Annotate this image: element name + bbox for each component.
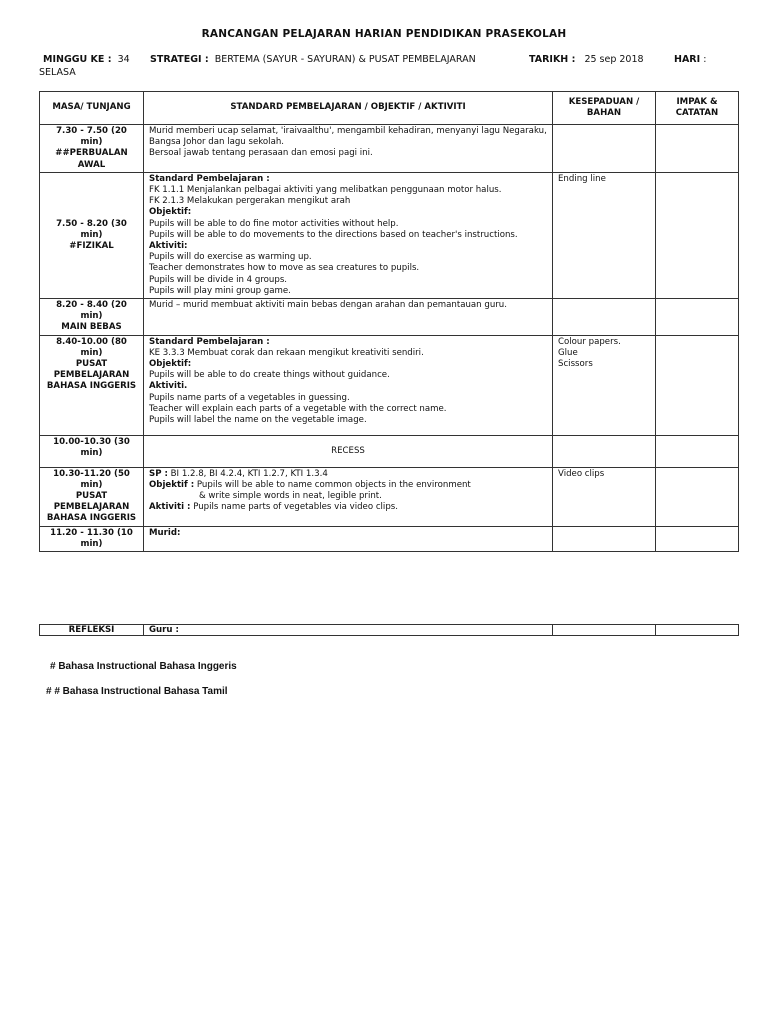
catatan-cell	[656, 526, 739, 551]
bahan-item: Colour papers.	[558, 336, 621, 347]
time-cell	[40, 172, 144, 298]
aktiviti-line: Pupils name parts of a vegetables in guessing.	[149, 392, 350, 403]
table-row	[40, 172, 739, 298]
table-row	[40, 335, 739, 435]
document-title: RANCANGAN PELAJARAN HARIAN PENDIDIKAN PRASEKOLAH	[201, 28, 567, 40]
minggu-field	[43, 53, 130, 67]
activity-cell	[144, 125, 553, 173]
table-header-row	[40, 92, 739, 125]
time-slot: 8.40-10.00 (80 min)	[56, 336, 127, 358]
objektif-label: Objektif:	[149, 207, 192, 218]
time-slot: 10.30-11.20 (50 min)	[53, 468, 130, 490]
guru-label: Guru :	[144, 625, 553, 636]
table-row	[40, 435, 739, 467]
objektif-line: Pupils will be able to do movements to the directions based on teacher's instructions.	[149, 229, 518, 240]
bahan-cell	[553, 299, 656, 336]
aktiviti-line: Pupils will be divide in 4 groups.	[149, 274, 288, 285]
minggu-label: MINGGU KE :	[43, 54, 112, 65]
column-header: IMPAK & CATATAN	[656, 92, 739, 125]
objektif-line: Pupils will be able to do fine motor activities without help.	[149, 218, 399, 229]
column-header: STANDARD PEMBELAJARAN / OBJEKTIF / AKTIVITI	[144, 92, 553, 125]
tarikh-label: TARIKH :	[529, 54, 576, 65]
time-slot: 11.20 - 11.30 (10 min)	[50, 527, 133, 549]
activity-cell	[144, 299, 553, 336]
time-slot: 8.20 - 8.40 (20 min)	[56, 300, 127, 322]
activity-line: Bersoal jawab tentang perasaan dan emosi pagi ini.	[149, 148, 373, 159]
tunjang-label: PUSAT PEMBELAJARAN BAHASA INGGERIS	[46, 359, 137, 392]
sp-line	[149, 469, 547, 480]
catatan-cell	[656, 125, 739, 173]
table-row	[40, 526, 739, 551]
objektif-label: Objektif:	[149, 359, 192, 370]
sp-line: KE 3.3.3 Membuat corak dan rekaan mengikut kreativiti sendiri.	[149, 347, 424, 358]
time-slot: 7.30 - 7.50 (20 min)	[56, 126, 127, 148]
sp-text: BI 1.2.8, BI 4.2.4, KTI 1.2.7, KTI 1.3.4	[170, 468, 328, 479]
refleksi-table	[39, 624, 739, 636]
bahan-item: Scissors	[558, 359, 593, 370]
sp-label: Standard Pembelajaran :	[149, 173, 270, 184]
bahan-cell	[553, 335, 656, 435]
bahan-item: Ending line	[558, 173, 606, 184]
bahan-cell	[553, 172, 656, 298]
sp-line: FK 2.1.3 Melakukan pergerakan mengikut arah	[149, 196, 351, 207]
time-slot: 10.00-10.30 (30 min)	[53, 436, 130, 458]
minggu-value: 34	[117, 54, 130, 65]
activity-cell	[144, 172, 553, 298]
objektif-line: Pupils will be able to do create things without guidance.	[149, 370, 390, 381]
murid-label: Murid:	[149, 527, 181, 538]
bahan-item: Video clips	[558, 468, 605, 479]
aktiviti-line: Teacher will explain each parts of a vegetable with the correct name.	[149, 403, 447, 414]
activity-cell	[144, 526, 553, 551]
refleksi-empty-cell	[656, 625, 739, 636]
refleksi-label: REFLEKSI	[40, 625, 144, 636]
tunjang-label: MAIN BEBAS	[61, 322, 122, 333]
hari-colon: :	[703, 54, 707, 65]
recess-label: RECESS	[331, 445, 365, 456]
activity-cell	[144, 335, 553, 435]
strategi-label: STRATEGI :	[150, 54, 209, 65]
objektif-line: & write simple words in neat, legible print.	[199, 491, 382, 502]
objektif-text: Pupils will be able to name common objects in the environment	[196, 479, 471, 490]
catatan-cell	[656, 299, 739, 336]
aktiviti-line	[149, 502, 547, 513]
aktiviti-text: Pupils name parts of vegetables via video clips.	[193, 502, 398, 513]
tarikh-value: 25 sep 2018	[584, 54, 644, 65]
activity-line: Murid – murid membuat aktiviti main bebas dengan arahan dan pemantauan guru.	[149, 300, 507, 311]
table-row	[40, 125, 739, 173]
bahan-cell	[553, 125, 656, 173]
catatan-cell	[656, 467, 739, 526]
column-header: MASA/ TUNJANG	[40, 92, 144, 125]
time-cell	[40, 435, 144, 467]
column-header: KESEPADUAN / BAHAN	[553, 92, 656, 125]
table-row	[40, 467, 739, 526]
tarikh-field	[529, 53, 644, 67]
time-cell	[40, 335, 144, 435]
aktiviti-line: Pupils will label the name on the vegetable image.	[149, 415, 367, 426]
time-cell	[40, 467, 144, 526]
hari-field	[674, 53, 706, 67]
lesson-plan-table	[39, 91, 739, 552]
catatan-cell	[656, 435, 739, 467]
tunjang-label: PUSAT PEMBELAJARAN BAHASA INGGERIS	[46, 491, 137, 524]
aktiviti-line: Pupils will do exercise as warming up.	[149, 252, 312, 263]
tunjang-label: ##PERBUALAN AWAL	[55, 148, 128, 170]
refleksi-row	[40, 625, 739, 636]
time-cell	[40, 299, 144, 336]
bahan-cell	[553, 526, 656, 551]
tunjang-label: #FIZIKAL	[69, 241, 114, 252]
aktiviti-label: Aktiviti :	[149, 502, 191, 513]
activity-line: Murid memberi ucap selamat, 'iraivaalthu', mengambil kehadiran, menyanyi lagu Negaraku, Bangsa Johor dan lagu sekolah.	[149, 126, 547, 148]
recess-cell	[144, 435, 553, 467]
footnote-english: # Bahasa Instructional Bahasa Inggeris	[50, 661, 237, 672]
catatan-cell	[656, 335, 739, 435]
sp-label: SP :	[149, 468, 168, 479]
activity-cell	[144, 467, 553, 526]
refleksi-empty-cell	[553, 625, 656, 636]
objektif-line	[149, 480, 547, 491]
sp-line: FK 1.1.1 Menjalankan pelbagai aktiviti yang melibatkan penggunaan motor halus.	[149, 185, 502, 196]
aktiviti-line: Pupils will play mini group game.	[149, 285, 291, 296]
footnote-tamil: # # Bahasa Instructional Bahasa Tamil	[46, 686, 228, 697]
catatan-cell	[656, 172, 739, 298]
sp-label: Standard Pembelajaran :	[149, 336, 270, 347]
time-slot: 7.50 - 8.20 (30 min)	[56, 218, 127, 240]
aktiviti-label: Aktiviti.	[149, 381, 188, 392]
strategi-field	[150, 53, 476, 67]
hari-value: SELASA	[39, 67, 76, 78]
bahan-cell	[553, 435, 656, 467]
objektif-label: Objektif :	[149, 479, 195, 490]
strategi-value: BERTEMA (SAYUR - SAYURAN) & PUSAT PEMBELAJARAN	[214, 54, 476, 65]
bahan-item: Glue	[558, 347, 578, 358]
time-cell	[40, 125, 144, 173]
time-cell	[40, 526, 144, 551]
aktiviti-label: Aktiviti:	[149, 241, 188, 252]
aktiviti-line: Teacher demonstrates how to move as sea creatures to pupils.	[149, 263, 420, 274]
table-row	[40, 299, 739, 336]
hari-label: HARI	[674, 54, 701, 65]
bahan-cell	[553, 467, 656, 526]
